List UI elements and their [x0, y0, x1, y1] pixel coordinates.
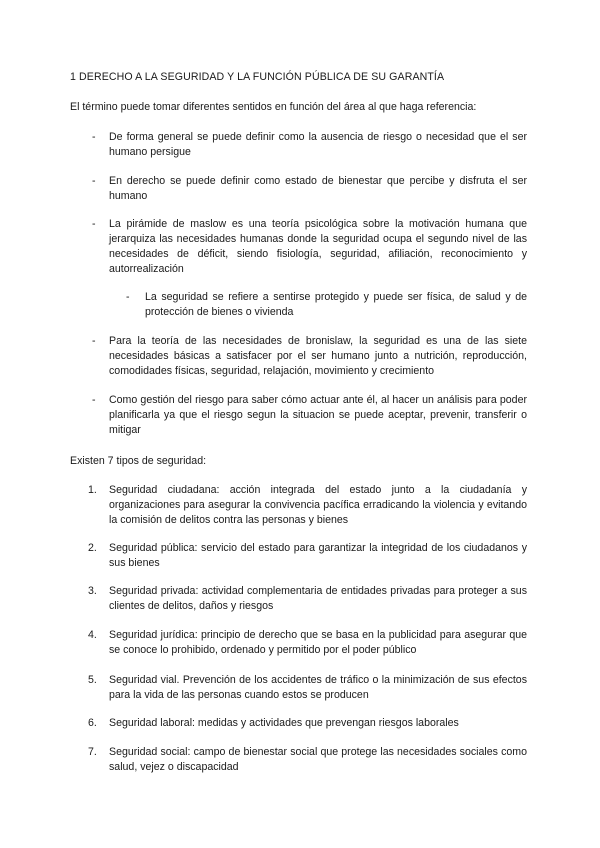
sub-bullet-item: [126, 290, 527, 320]
item-text: Seguridad social: campo de bienestar social que protege las necesidades sociales como salud, vejez o discapacidad: [109, 746, 527, 773]
item-number: 1.: [88, 484, 97, 496]
bullet-item: [92, 174, 527, 204]
numbered-item: [88, 628, 527, 658]
intro-paragraph: El término puede tomar diferentes sentidos en función del área al que haga referencia:: [70, 101, 477, 113]
bullet-item: [92, 217, 527, 277]
bullet-text: De forma general se puede definir como la ausencia de riesgo o necesidad que el ser humano persigue: [109, 131, 527, 158]
bullet-text: Como gestión del riesgo para saber cómo actuar ante él, al hacer un análisis para poder planificarla ya que el riesgo segun la situacion se puede aceptar, prevenir, transferir o mitigar: [109, 394, 527, 436]
bullet-text: La seguridad se refiere a sentirse protegido y puede ser física, de salud y de protección de bienes o vivienda: [145, 291, 527, 318]
bullet-text: En derecho se puede definir como estado de bienestar que percibe y disfruta el ser humano: [109, 175, 527, 202]
numbered-item: [88, 716, 527, 731]
numbered-item: [88, 745, 527, 775]
bullet-item: [92, 393, 527, 438]
bullet-item: [92, 130, 527, 160]
item-text: Seguridad jurídica: principio de derecho que se basa en la publicidad para asegurar que se conoce lo prohibido, ordenado y permitido por el poder público: [109, 629, 527, 656]
item-number: 4.: [88, 629, 97, 641]
item-text: Seguridad privada: actividad complementaria de entidades privadas para proteger a sus clientes de delitos, daños y riesgos: [109, 585, 527, 612]
item-text: Seguridad vial. Prevención de los accidentes de tráfico o la minimización de sus efectos para la vida de las personas cuando estos se producen: [109, 674, 527, 701]
bullet-marker: -: [92, 175, 96, 187]
numbered-item: [88, 541, 527, 571]
bullet-marker: -: [92, 335, 96, 347]
item-number: 5.: [88, 674, 97, 686]
bullet-item: [92, 334, 527, 379]
item-number: 7.: [88, 746, 97, 758]
numbered-item: [88, 673, 527, 703]
types-intro: Existen 7 tipos de seguridad:: [70, 455, 207, 467]
bullet-marker: -: [92, 218, 96, 230]
numbered-item: [88, 483, 527, 528]
item-number: 6.: [88, 717, 97, 729]
numbered-item: [88, 584, 527, 614]
bullet-text: La pirámide de maslow es una teoría psicológica sobre la motivación humana que jerarquiza las necesidades humanas donde la seguridad ocupa el segundo nivel de las necesidades de déficit, siendo fisiología, seguridad, afiliación, reconocimiento y autorrealización: [109, 218, 527, 275]
item-text: Seguridad ciudadana: acción integrada del estado junto a la ciudadanía y organizaciones para asegurar la convivencia pacífica erradicando la violencia y evitando la comisión de delitos contra las personas y bienes: [109, 484, 527, 526]
section-heading: 1 DERECHO A LA SEGURIDAD Y LA FUNCIÓN PÚBLICA DE SU GARANTÍA: [70, 71, 445, 83]
bullet-marker: -: [92, 131, 96, 143]
bullet-text: Para la teoría de las necesidades de bronislaw, la seguridad es una de las siete necesidades básicas a satisfacer por el ser humano junto a nutrición, reproducción, comodidades físicas, seguridad, relajación, movimiento y crecimiento: [109, 335, 527, 377]
item-number: 3.: [88, 585, 97, 597]
bullet-marker: -: [126, 291, 130, 303]
bullet-marker: -: [92, 394, 96, 406]
item-text: Seguridad pública: servicio del estado para garantizar la integridad de los ciudadanos y sus bienes: [109, 542, 527, 569]
item-text: Seguridad laboral: medidas y actividades que prevengan riesgos laborales: [109, 717, 459, 729]
item-number: 2.: [88, 542, 97, 554]
